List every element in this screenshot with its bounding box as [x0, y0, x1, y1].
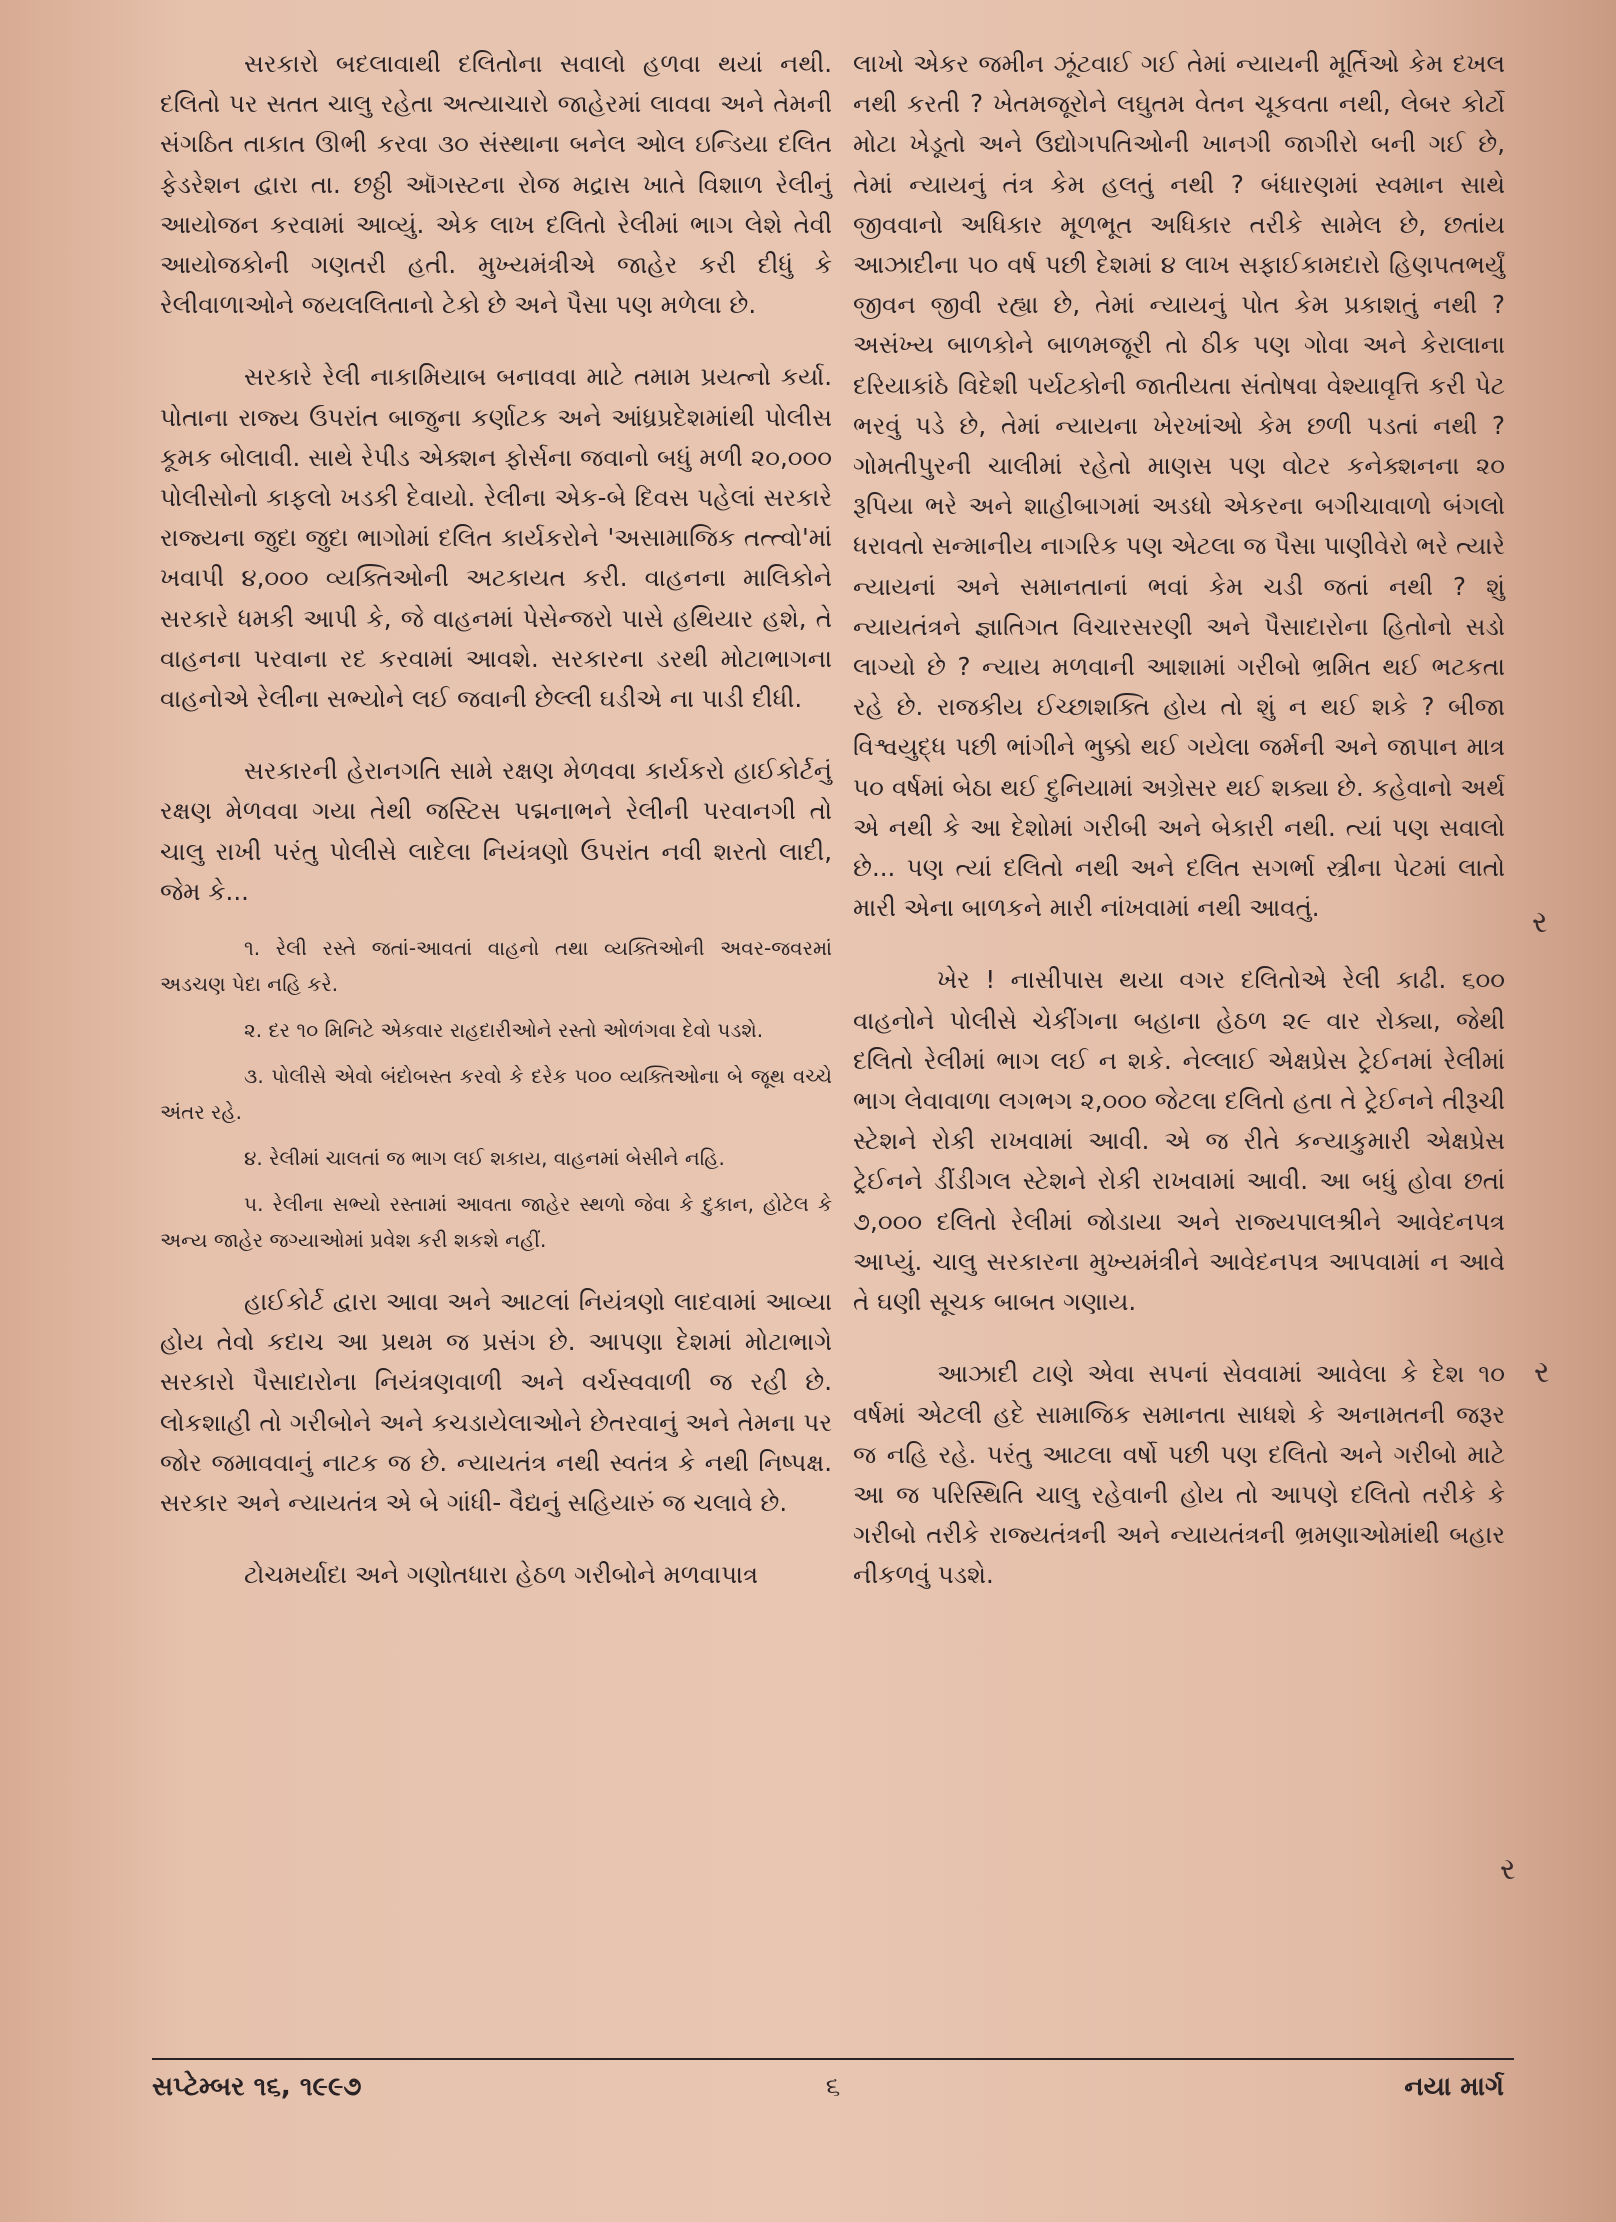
- condition-item: ૧. રેલી રસ્તે જતાં-આવતાં વાહનો તથા વ્યક્તિઓની અવર-જવરમાં અડચણ પેદા નહિ કરે.: [160, 936, 832, 997]
- paragraph: ખેર ! નાસીપાસ થયા વગર દલિતોએ રેલી કાઢી. ૬૦૦ વાહનોને પોલીસે ચેકીંગના બહાના હેઠળ ૨૯ વાર રોક્યા, જેથી દલિતો રેલીમાં ભાગ લઈ ન શકે. નેલ્લાઈ એક્ષપ્રેસ ટ્રેઈનમાં રેલીમાં ભાગ લેવાવાળા લગભગ ૨,૦૦૦ જેટલા દલિતો હતા તે ટ્રેઈનને તીરૂચી સ્ટેશને રોકી રાખવામાં આવી. એ જ રીતે કન્યાકુમારી એક્ષપ્રેસ ટ્રેઈનને ડીંડીગલ સ્ટેશને રોકી રાખવામાં આવી. આ બધું હોવા છતાં ૭,૦૦૦ દલિતો રેલીમાં જોડાયા અને રાજ્યપાલશ્રીને આવેદનપત્ર આપ્યું. ચાલુ સરકારના મુખ્યમંત્રીને આવેદનપત્ર આપવામાં ન આવે તે ઘણી સૂચક બાબત ગણાય.: [853, 965, 1505, 1317]
- paragraph: હાઈકોર્ટ દ્વારા આવા અને આટલાં નિયંત્રણો લાદવામાં આવ્યા હોય તેવો કદાચ આ પ્રથમ જ પ્રસંગ છે. આપણા દેશમાં મોટાભાગે સરકારો પૈસાદારોના નિયંત્રણવાળી અને વર્ચસ્વવાળી જ રહી છે. લોકશાહી તો ગરીબોને અને કચડાયેલાઓને છેતરવાનું અને તેમના પર જોર જમાવવાનું નાટક જ છે. ન્યાયતંત્ર નથી સ્વતંત્ર કે નથી નિષ્પક્ષ. સરકાર અને ન્યાયતંત્ર એ બે ગાંધી- વૈદ્યનું સહિયારું જ ચલાવે છે.: [160, 1287, 832, 1518]
- page-footer: [152, 2072, 1514, 2112]
- paragraph: ટોચમર્યાદા અને ગણોતધારા હેઠળ ગરીબોને મળવાપાત્ર: [244, 1560, 759, 1590]
- condition-item: ૩. પોલીસે એવો બંદોબસ્ત કરવો કે દરેક ૫૦૦ વ્યક્તિઓના બે જૂથ વચ્ચે અંતર રહે.: [160, 1064, 832, 1125]
- conditions-list: [160, 930, 832, 1258]
- margin-mark: ર: [1532, 905, 1548, 940]
- condition-item: ૫. રેલીના સભ્યો રસ્તામાં આવતા જાહેર સ્થળો જેવા કે દુકાન, હોટેલ કે અન્ય જાહેર જગ્યાઓમાં પ્રવેશ કરી શકશે નહીં.: [160, 1192, 832, 1253]
- paragraph: લાખો એકર જમીન ઝૂંટવાઈ ગઈ તેમાં ન્યાયની મૂર્તિઓ કેમ દખલ નથી કરતી ? ખેતમજૂરોને લઘુતમ વેતન ચૂકવતા નથી, લેબર કોર્ટો મોટા ખેડૂતો અને ઉદ્યોગપતિઓની ખાનગી જાગીરો બની ગઈ છે, તેમાં ન્યાયનું તંત્ર કેમ હલતું નથી ? બંધારણમાં સ્વમાન સાથે જીવવાનો અધિકાર મૂળભૂત અધિકાર તરીકે સામેલ છે, છતાંય આઝાદીના ૫૦ વર્ષ પછી દેશમાં ૪ લાખ સફાઈકામદારો હિણપતભર્યું જીવન જીવી રહ્યા છે, તેમાં ન્યાયનું પોત કેમ પ્રકાશતું નથી ? અસંખ્ય બાળકોને બાળમજૂરી તો ઠીક પણ ગોવા અને કેરાલાના દરિયાકાંઠે વિદેશી પર્યટકોની જાતીયતા સંતોષવા વેશ્યાવૃત્તિ કરી પેટ ભરવું પડે છે, તેમાં ન્યાયના ખેરખાંઓ કેમ છળી પડતાં નથી ? ગોમતીપુરની ચાલીમાં રહેતો માણસ પણ વોટર કનેક્શનના ૨૦ રૂપિયા ભરે અને શાહીબાગમાં અડધો એકરના બગીચાવાળો બંગલો ધરાવતો સન્માનીય નાગરિક પણ એટલા જ પૈસા પાણીવેરો ભરે ત્યારે ન્યાયનાં અને સમાનતાનાં ભવાં કેમ ચડી જતાં નથી ? શું ન્યાયતંત્રને જ્ઞાતિગત વિચારસરણી અને પૈસાદારોના હિતોનો સડો લાગ્યો છે ? ન્યાય મળવાની આશામાં ગરીબો ભ્રમિત થઈ ભટકતા રહે છે. રાજકીય ઈચ્છાશક્તિ હોય તો શું ન થઈ શકે ? બીજા વિશ્વયુદ્ધ પછી ભાંગીને ભુક્કો થઈ ગયેલા જર્મની અને જાપાન માત્ર ૫૦ વર્ષમાં બેઠા થઈ દુનિયામાં અગ્રેસર થઈ શક્યા છે. કહેવાનો અર્થ એ નથી કે આ દેશોમાં ગરીબી અને બેકારી નથી. ત્યાં પણ સવાલો છે... પણ ત્યાં દલિતો નથી અને દલિત સગર્ભા સ્ત્રીના પેટમાં લાતો મારી એના બાળકને મારી નાંખવામાં નથી આવતું.: [853, 49, 1505, 923]
- margin-mark: ર: [1500, 1852, 1516, 1887]
- footer-rule: [152, 2058, 1514, 2060]
- margin-mark: ર: [1534, 1355, 1550, 1390]
- page-number: ૬: [825, 2072, 841, 2102]
- magazine-name: નયા માર્ગ: [1404, 2072, 1504, 2102]
- issue-date: સપ્ટેમ્બર ૧૬, ૧૯૯૭: [152, 2072, 362, 2102]
- paragraph: સરકારે રેલી નાકામિયાબ બનાવવા માટે તમામ પ્રયત્નો કર્યા. પોતાના રાજ્ય ઉપરાંત બાજુના કર્ણાટક અને આંધ્રપ્રદેશમાંથી પોલીસ કૂમક બોલાવી. સાથે રેપીડ એક્શન ફોર્સના જવાનો બધું મળી ૨૦,૦૦૦ પોલીસોનો કાફલો ખડકી દેવાયો. રેલીના એક-બે દિવસ પહેલાં સરકારે રાજ્યના જુદા જુદા ભાગોમાં દલિત કાર્યકરોને 'અસામાજિક તત્ત્વો'માં ખવાપી ૪,૦૦૦ વ્યક્તિઓની અટકાયત કરી. વાહનના માલિકોને સરકારે ધમકી આપી કે, જે વાહનમાં પેસેન્જરો પાસે હથિયાર હશે, તે વાહનના પરવાના રદ કરવામાં આવશે. સરકારના ડરથી મોટાભાગના વાહનોએ રેલીના સભ્યોને લઈ જવાની છેલ્લી ઘડીએ ના પાડી દીધી.: [160, 362, 832, 714]
- left-column: [160, 44, 832, 1595]
- condition-item: ૪. રેલીમાં ચાલતાં જ ભાગ લઈ શકાય, વાહનમાં બેસીને નહિ.: [244, 1146, 725, 1171]
- paragraph: સરકારની હેરાનગતિ સામે રક્ષણ મેળવવા કાર્યકરો હાઈકોર્ટનું રક્ષણ મેળવવા ગયા તેથી જસ્ટિસ પદ્મનાભને રેલીની પરવાનગી તો ચાલુ રાખી પરંતુ પોલીસે લાદેલા નિયંત્રણો ઉપરાંત નવી શરતો લાદી, જેમ કે...: [160, 756, 832, 906]
- paragraph: સરકારો બદલાવાથી દલિતોના સવાલો હળવા થયાં નથી. દલિતો પર સતત ચાલુ રહેતા અત્યાચારો જાહેરમાં લાવવા અને તેમની સંગઠિત તાકાત ઊભી કરવા ૩૦ સંસ્થાના બનેલ ઓલ ઇન્ડિયા દલિત ફેડરેશન દ્વારા તા. છઠ્ઠી ઑગસ્ટના રોજ મદ્રાસ ખાતે વિશાળ રેલીનું આયોજન કરવામાં આવ્યું. એક લાખ દલિતો રેલીમાં ભાગ લેશે તેવી આયોજકોની ગણતરી હતી. મુખ્યમંત્રીએ જાહેર કરી દીધું કે રેલીવાળાઓને જયલલિતાનો ટેકો છે અને પૈસા પણ મળેલા છે.: [160, 49, 832, 320]
- condition-item: ૨. દર ૧૦ મિનિટે એકવાર રાહદારીઓને રસ્તો ઓળંગવા દેવો પડશે.: [244, 1018, 764, 1043]
- paragraph: આઝાદી ટાણે એવા સપનાં સેવવામાં આવેલા કે દેશ ૧૦ વર્ષમાં એટલી હદે સામાજિક સમાનતા સાધશે કે અનામતની જરૂર જ નહિ રહે. પરંતુ આટલા વર્ષો પછી પણ દલિતો અને ગરીબો માટે આ જ પરિસ્થિતિ ચાલુ રહેવાની હોય તો આપણે દલિતો તરીકે કે ગરીબો તરીકે રાજ્યતંત્રની અને ન્યાયતંત્રની ભ્રમણાઓમાંથી બહાર નીકળવું પડશે.: [853, 1359, 1505, 1590]
- right-column: [853, 44, 1505, 1596]
